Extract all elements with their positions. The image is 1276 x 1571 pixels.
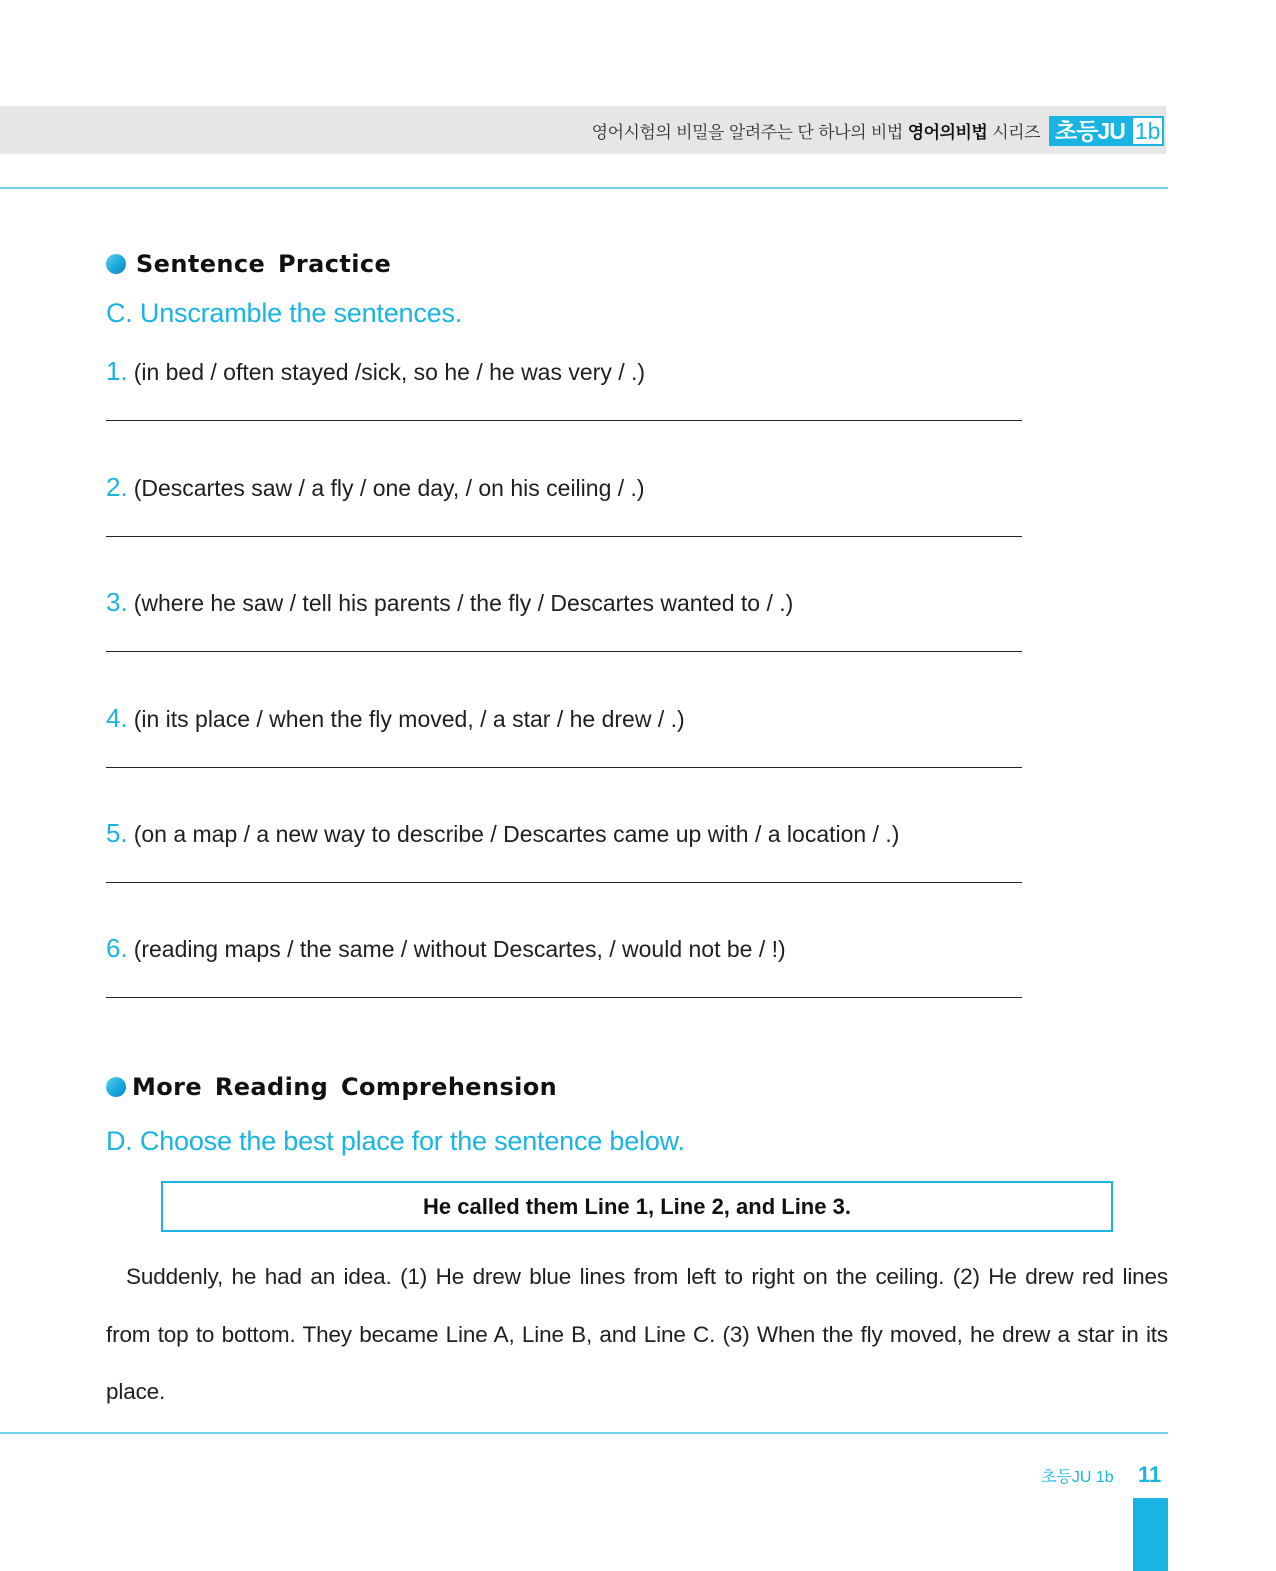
bullet-dot-icon (106, 1077, 126, 1097)
series-logo (1049, 116, 1164, 146)
reading-passage: Suddenly, he had an idea. (1) He drew blue lines from left to right on the ceiling. (2) He drew red lines from top to bottom. They became Line A, Line B, and Line C. (3) When the fly moved, he drew a star in its place. (106, 1264, 1168, 1404)
item-words: (where he saw / tell his parents / the fly / Descartes wanted to / .) (133, 590, 794, 616)
section-heading-text: Sentence Practice (136, 250, 392, 278)
target-sentence-box (161, 1181, 1113, 1232)
item-prompt (106, 933, 786, 964)
exercise-title-c: C. Unscramble the sentences. (106, 298, 463, 328)
item-number: 6. (106, 933, 128, 963)
item-words: (on a map / a new way to describe / Descartes came up with / a location / .) (133, 821, 900, 847)
page-number: 11 (1138, 1462, 1162, 1487)
page-edge-tab (1133, 1498, 1168, 1571)
item-number: 3. (106, 587, 128, 617)
tagline-suffix: 시리즈 (992, 123, 1040, 143)
section-heading-text: More Reading Comprehension (132, 1073, 558, 1101)
answer-line[interactable] (106, 651, 1022, 652)
footer-divider (0, 1432, 1168, 1434)
item-number: 5. (106, 818, 128, 848)
series-logo-level: 1b (1131, 116, 1165, 146)
exercise-item-2 (106, 472, 1022, 542)
footer-series-label: 초등JU 1b (1041, 1469, 1114, 1486)
exercise-title-d: D. Choose the best place for the sentence below. (106, 1126, 685, 1156)
item-number: 2. (106, 472, 128, 502)
section-heading-more-reading (106, 1073, 557, 1101)
section-heading-sentence-practice (106, 250, 391, 278)
item-number: 4. (106, 703, 128, 733)
item-words: (in bed / often stayed /sick, so he / he was very / .) (133, 359, 646, 385)
exercise-item-6 (106, 933, 1022, 1003)
bullet-dot-icon (106, 254, 126, 274)
exercise-item-4 (106, 703, 1022, 773)
tagline-prefix: 영어시험의 비밀을 알려주는 단 하나의 비법 (591, 123, 903, 143)
exercise-item-5 (106, 818, 1022, 888)
answer-line[interactable] (106, 536, 1022, 537)
item-words: (in its place / when the fly moved, / a star / he drew / .) (133, 706, 685, 732)
tagline-brand: 영어의비법 (907, 123, 988, 143)
series-tagline (592, 118, 1040, 143)
series-logo-main: 초등JU (1049, 116, 1131, 146)
item-number: 1. (106, 356, 128, 386)
exercise-item-1 (106, 356, 1022, 426)
exercise-item-3 (106, 587, 1022, 657)
item-prompt (106, 356, 645, 387)
item-prompt (106, 472, 645, 503)
item-words: (Descartes saw / a fly / one day, / on his ceiling / .) (133, 475, 645, 501)
answer-line[interactable] (106, 420, 1022, 421)
item-words: (reading maps / the same / without Descartes, / would not be / !) (133, 936, 786, 962)
target-sentence: He called them Line 1, Line 2, and Line 3. (423, 1193, 851, 1219)
answer-line[interactable] (106, 997, 1022, 998)
answer-line[interactable] (106, 767, 1022, 768)
item-prompt (106, 587, 793, 618)
item-prompt (106, 818, 899, 849)
header-divider (0, 187, 1168, 189)
item-prompt (106, 703, 685, 734)
answer-line[interactable] (106, 882, 1022, 883)
